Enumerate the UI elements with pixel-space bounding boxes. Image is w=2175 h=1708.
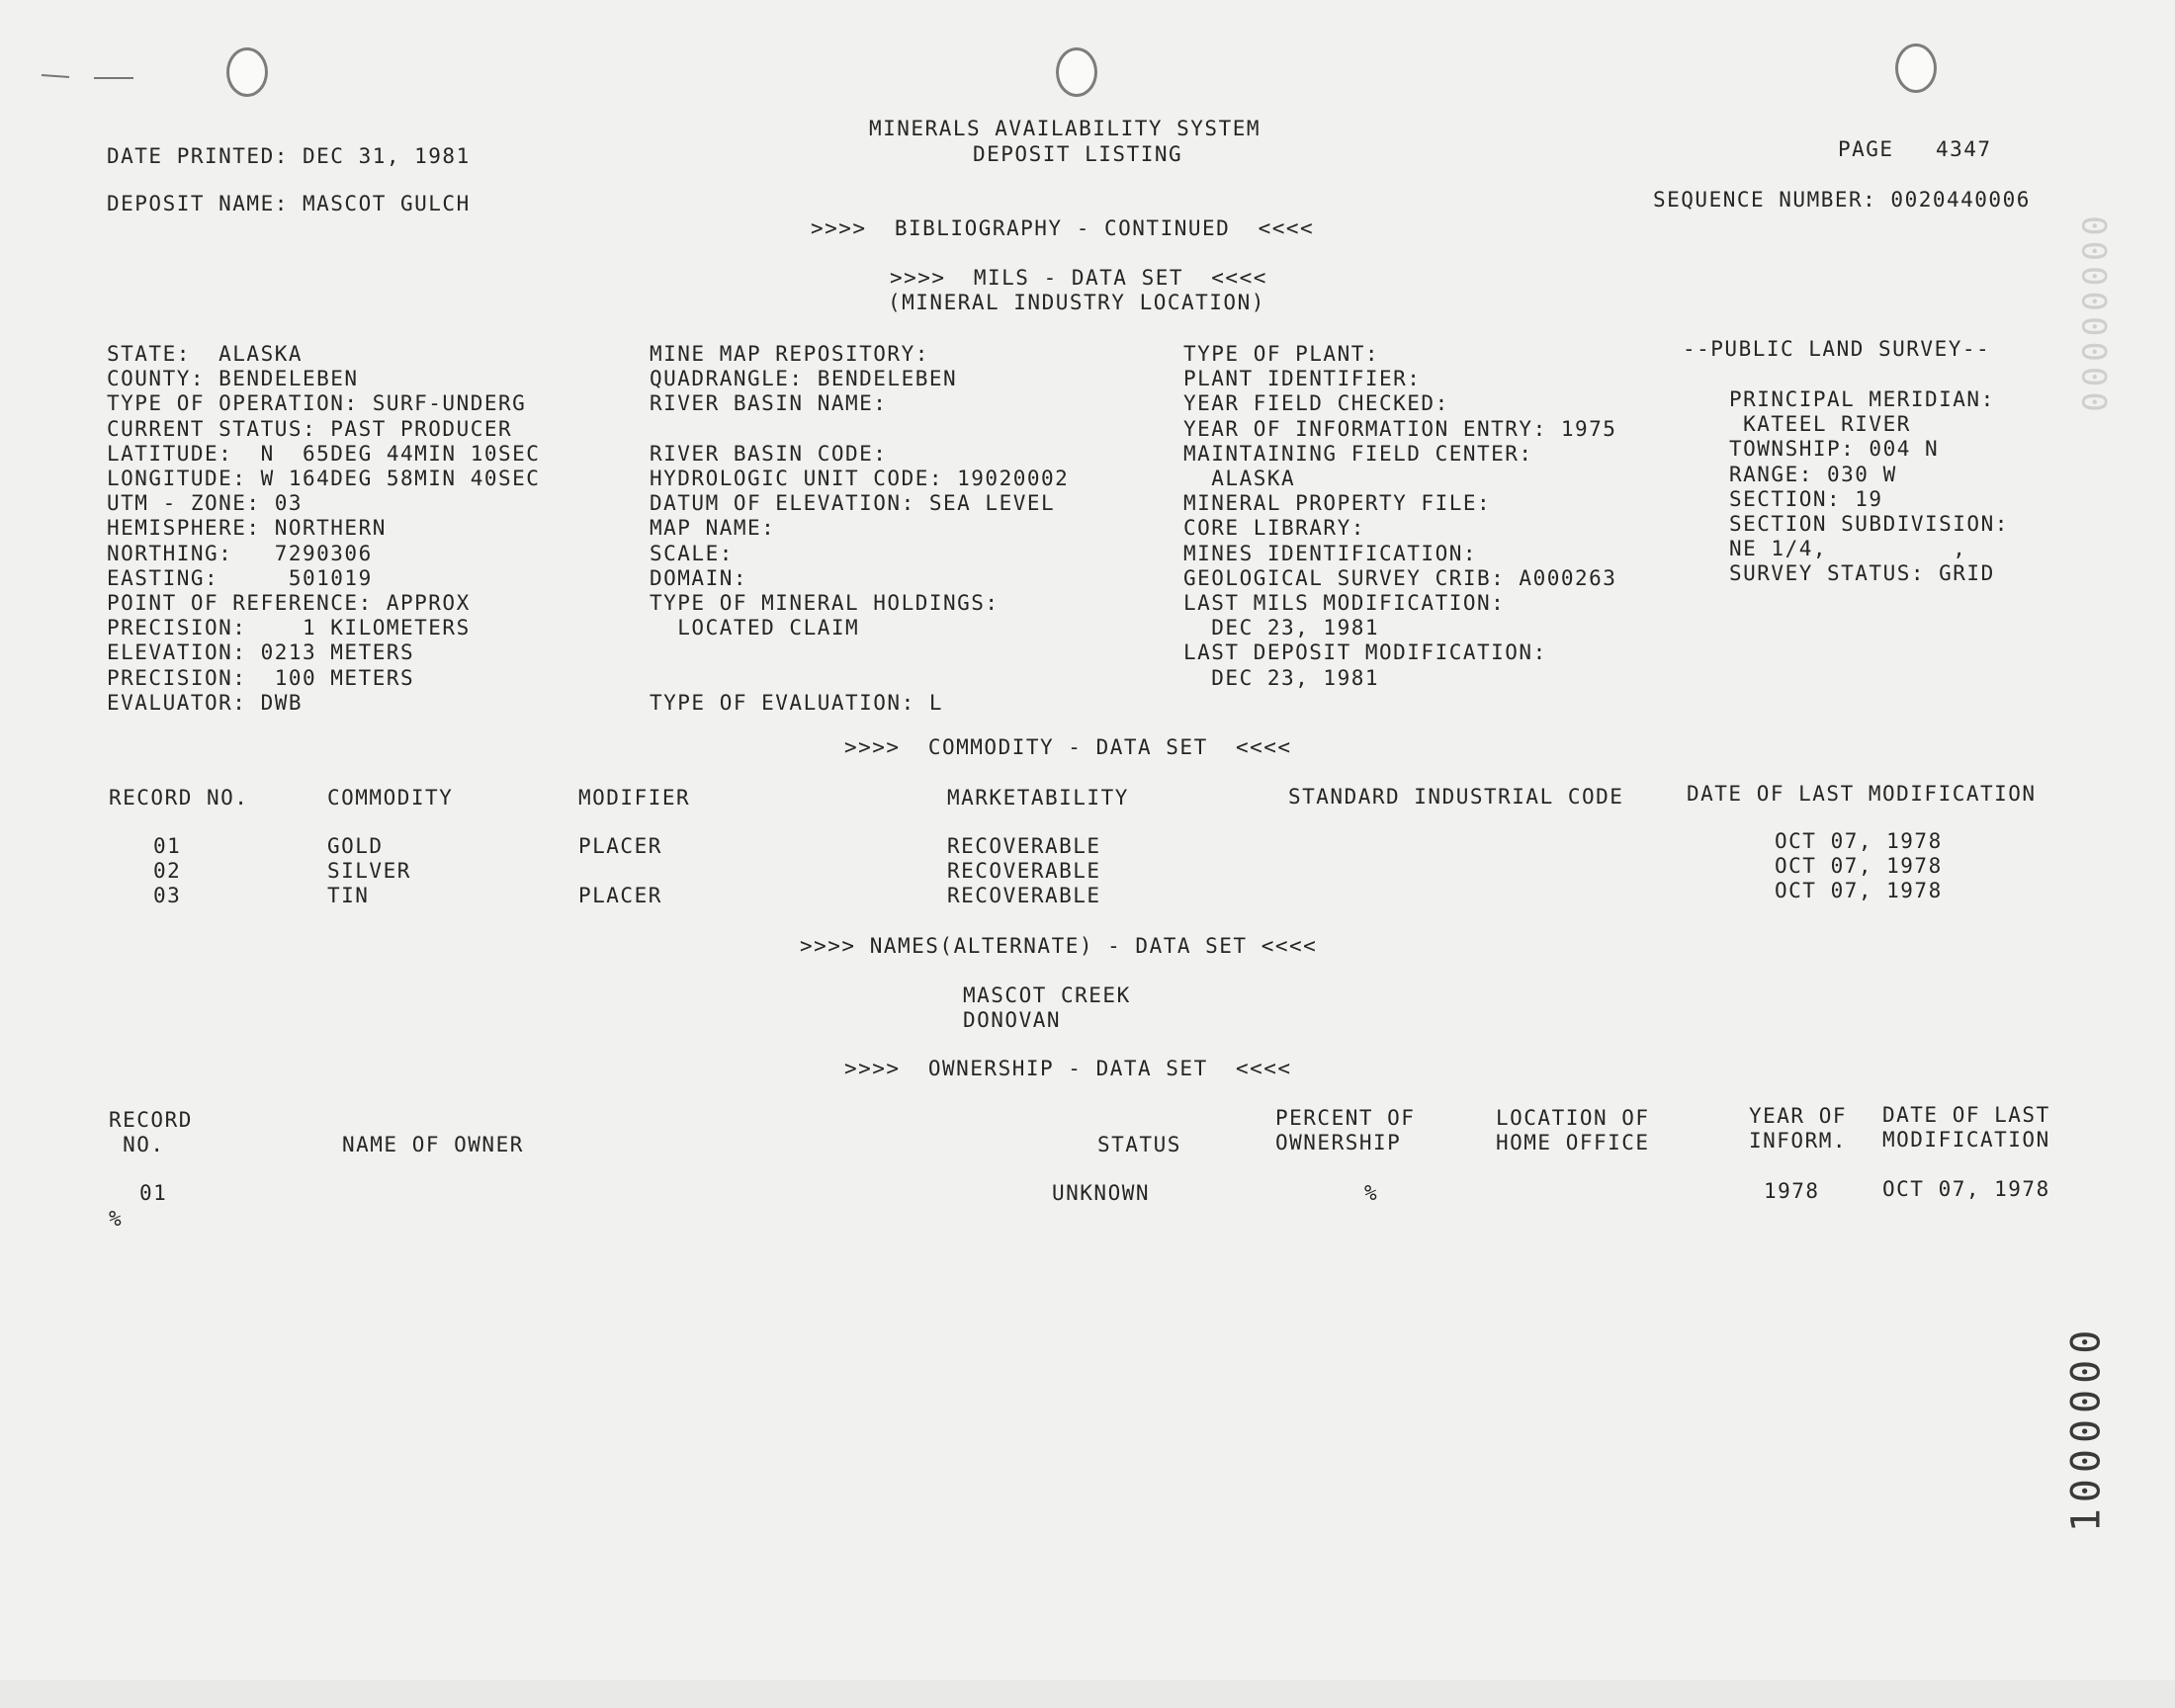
plant-field: MAINTAINING FIELD CENTER: xyxy=(1183,441,1533,466)
margin-serial-number: 1000000 xyxy=(2063,1324,2110,1533)
map-field: HYDROLOGIC UNIT CODE: 19020002 xyxy=(650,467,1070,490)
ownership-header-status: STATUS xyxy=(1097,1133,1181,1156)
land-survey-field: SECTION: 19 xyxy=(1729,486,1883,511)
commodity-header-modifier: MODIFIER xyxy=(578,786,691,810)
location-field: LONGITUDE: W 164DEG 58MIN 40SEC xyxy=(107,467,541,490)
commodity-date: OCT 07, 1978 xyxy=(1775,829,1943,853)
ownership-header-location: HOME OFFICE xyxy=(1496,1131,1650,1154)
plant-field: YEAR FIELD CHECKED: xyxy=(1183,391,1449,416)
plant-field: MINES IDENTIFICATION: xyxy=(1183,541,1478,565)
land-survey-field: KATEEL RIVER xyxy=(1729,412,1911,437)
commodity-marketability: RECOVERABLE xyxy=(947,834,1101,858)
commodity-modifier: PLACER xyxy=(578,834,662,858)
commodity-header-commodity: COMMODITY xyxy=(327,786,454,810)
map-field: DATUM OF ELEVATION: SEA LEVEL xyxy=(650,491,1056,516)
commodity-header-marketability: MARKETABILITY xyxy=(947,786,1129,810)
plant-field: CORE LIBRARY: xyxy=(1183,516,1365,541)
location-field: ELEVATION: 0213 METERS xyxy=(107,640,415,665)
location-field: UTM - ZONE: 03 xyxy=(107,491,304,516)
commodity-heading: >>>> COMMODITY - DATA SET <<<< xyxy=(844,735,1292,759)
location-field: EVALUATOR: DWB xyxy=(107,690,304,715)
punch-hole-center xyxy=(1056,47,1097,97)
map-field: MINE MAP REPOSITORY: xyxy=(650,342,929,366)
faint-margin-number: 00000000 xyxy=(2076,211,2117,412)
land-survey-field: RANGE: 030 W xyxy=(1729,462,1897,486)
deposit-name: DEPOSIT NAME: MASCOT GULCH xyxy=(107,192,471,215)
alternate-name: MASCOT CREEK xyxy=(963,983,1131,1007)
map-field: MAP NAME: xyxy=(650,516,776,541)
commodity-date: OCT 07, 1978 xyxy=(1775,854,1943,879)
commodity-modifier: PLACER xyxy=(578,884,662,908)
location-field: NORTHING: 7290306 xyxy=(107,541,373,565)
plant-field: GEOLOGICAL SURVEY CRIB: A000263 xyxy=(1183,565,1617,590)
ownership-percent: % xyxy=(1364,1181,1379,1205)
commodity-record-no: 03 xyxy=(153,884,182,908)
ownership-header-percent: PERCENT OF xyxy=(1275,1106,1416,1130)
commodity-name: TIN xyxy=(327,884,370,908)
land-survey-field: PRINCIPAL MERIDIAN: xyxy=(1729,387,1995,411)
location-field: LATITUDE: N 65DEG 44MIN 10SEC xyxy=(107,441,541,466)
plant-field: LAST DEPOSIT MODIFICATION: xyxy=(1183,640,1547,665)
land-survey-field: TOWNSHIP: 004 N xyxy=(1729,437,1940,462)
plant-field: YEAR OF INFORMATION ENTRY: 1975 xyxy=(1183,416,1617,441)
system-title: MINERALS AVAILABILITY SYSTEM xyxy=(869,117,1262,140)
commodity-marketability: RECOVERABLE xyxy=(947,884,1101,908)
ownership-header-name: NAME OF OWNER xyxy=(342,1133,524,1156)
ownership-date: OCT 07, 1978 xyxy=(1882,1177,2050,1201)
commodity-marketability: RECOVERABLE xyxy=(947,859,1101,884)
location-field: TYPE OF OPERATION: SURF-UNDERG xyxy=(107,391,527,416)
page-number: PAGE 4347 xyxy=(1838,137,1992,161)
commodity-header-date: DATE OF LAST MODIFICATION xyxy=(1687,782,2037,806)
ownership-record-no: 01 xyxy=(139,1181,168,1205)
location-field: EASTING: 501019 xyxy=(107,565,373,590)
location-field: HEMISPHERE: NORTHERN xyxy=(107,516,387,541)
mils-subheading: (MINERAL INDUSTRY LOCATION) xyxy=(888,291,1265,314)
commodity-name: SILVER xyxy=(327,859,411,884)
plant-field: TYPE OF PLANT: xyxy=(1183,342,1380,366)
map-field: RIVER BASIN CODE: xyxy=(650,441,888,466)
plant-field: DEC 23, 1981 xyxy=(1183,616,1380,640)
ownership-header-date: DATE OF LAST xyxy=(1882,1103,2050,1127)
land-survey-field: NE 1/4, , xyxy=(1729,537,1967,561)
location-field: CURRENT STATUS: PAST PRODUCER xyxy=(107,416,513,441)
ownership-header-year: YEAR OF xyxy=(1749,1104,1848,1128)
map-field: TYPE OF MINERAL HOLDINGS: xyxy=(650,591,1000,615)
commodity-record-no: 02 xyxy=(153,859,182,884)
alternate-name: DONOVAN xyxy=(963,1008,1062,1032)
punch-hole-right xyxy=(1895,43,1937,93)
map-field: SCALE: xyxy=(650,541,734,565)
location-field: POINT OF REFERENCE: APPROX xyxy=(107,591,471,615)
map-field: RIVER BASIN NAME: xyxy=(650,391,888,416)
ownership-status: UNKNOWN xyxy=(1052,1181,1151,1205)
mils-heading: >>>> MILS - DATA SET <<<< xyxy=(890,266,1267,290)
plant-field: ALASKA xyxy=(1183,467,1296,490)
plant-field: MINERAL PROPERTY FILE: xyxy=(1183,491,1492,516)
ownership-heading: >>>> OWNERSHIP - DATA SET <<<< xyxy=(844,1057,1292,1080)
land-survey-field: SECTION SUBDIVISION: xyxy=(1729,512,2009,536)
commodity-name: GOLD xyxy=(327,834,384,858)
punch-hole-left xyxy=(226,47,268,97)
bibliography-heading: >>>> BIBLIOGRAPHY - CONTINUED <<<< xyxy=(811,216,1315,240)
ownership-header-year: INFORM. xyxy=(1749,1129,1848,1153)
commodity-header-sic: STANDARD INDUSTRIAL CODE xyxy=(1288,785,1624,809)
location-field: PRECISION: 1 KILOMETERS xyxy=(107,616,471,640)
map-field: LOCATED CLAIM xyxy=(650,616,860,640)
ownership-header-percent: OWNERSHIP xyxy=(1275,1131,1402,1154)
commodity-record-no: 01 xyxy=(153,834,182,858)
map-field: QUADRANGLE: BENDELEBEN xyxy=(650,367,958,391)
ownership-header-record: RECORD xyxy=(109,1108,193,1132)
location-field: COUNTY: BENDELEBEN xyxy=(107,367,359,391)
pen-mark xyxy=(40,67,148,81)
land-survey-field: SURVEY STATUS: GRID xyxy=(1729,561,1995,586)
listing-title: DEPOSIT LISTING xyxy=(973,142,1183,166)
commodity-date: OCT 07, 1978 xyxy=(1775,879,1943,903)
plant-field: PLANT IDENTIFIER: xyxy=(1183,367,1422,391)
ownership-header-date: MODIFICATION xyxy=(1882,1128,2050,1152)
ownership-year: 1978 xyxy=(1764,1179,1820,1203)
plant-field: DEC 23, 1981 xyxy=(1183,665,1380,690)
commodity-header-record: RECORD NO. xyxy=(109,786,249,810)
location-field: PRECISION: 100 METERS xyxy=(107,665,415,690)
ownership-trailer: % xyxy=(109,1207,124,1231)
ownership-header-location: LOCATION OF xyxy=(1496,1106,1650,1130)
ownership-header-record: NO. xyxy=(109,1133,165,1156)
location-field: STATE: ALASKA xyxy=(107,342,304,366)
map-field: DOMAIN: xyxy=(650,565,748,590)
map-field: TYPE OF EVALUATION: L xyxy=(650,690,944,715)
sequence-number: SEQUENCE NUMBER: 0020440006 xyxy=(1653,188,2031,212)
plant-field: LAST MILS MODIFICATION: xyxy=(1183,591,1506,615)
names-heading: >>>> NAMES(ALTERNATE) - DATA SET <<<< xyxy=(800,934,1318,958)
date-printed: DATE PRINTED: DEC 31, 1981 xyxy=(107,144,471,168)
public-land-survey-heading: --PUBLIC LAND SURVEY-- xyxy=(1683,337,1991,361)
